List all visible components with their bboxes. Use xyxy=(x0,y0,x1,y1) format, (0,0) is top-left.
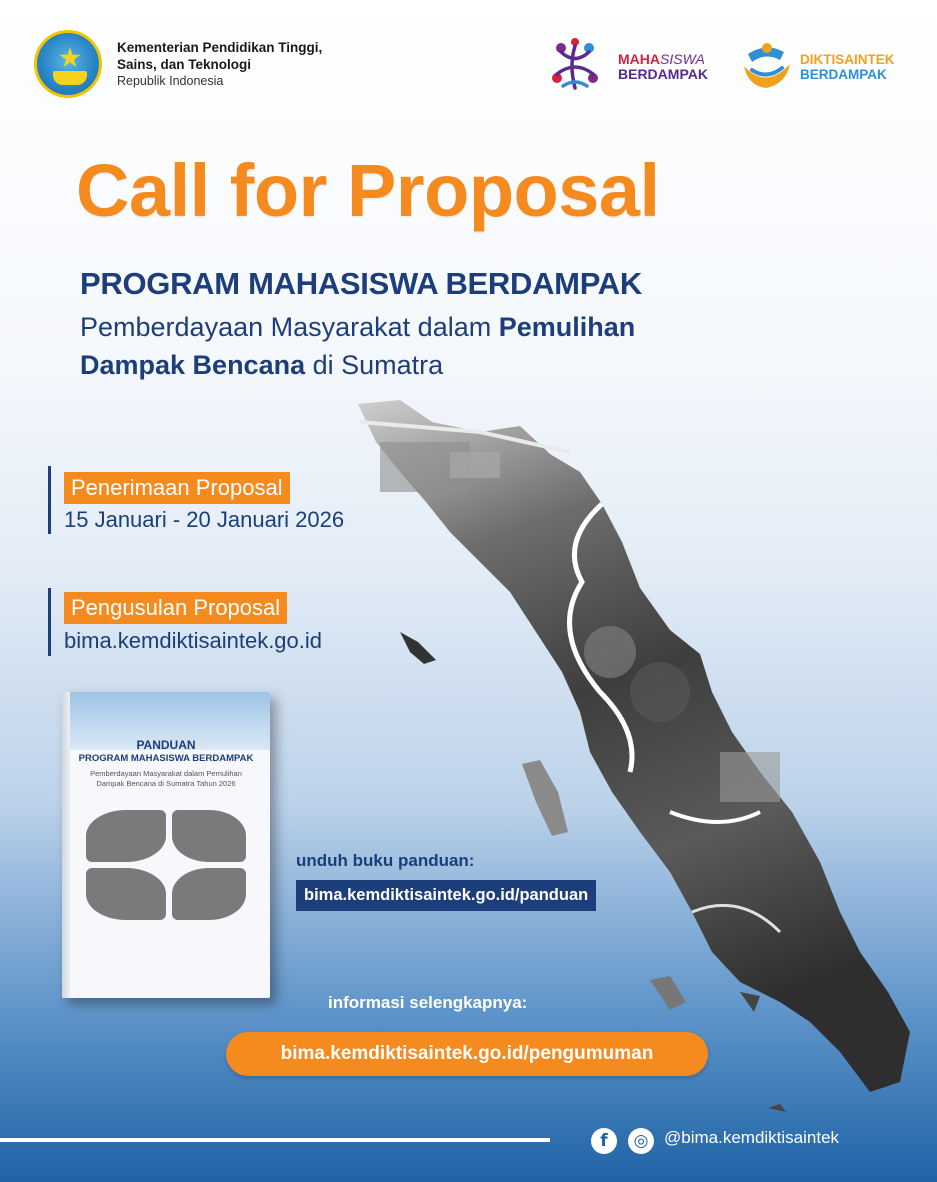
ministry-line2: Sains, dan Teknologi xyxy=(117,57,252,72)
book-desc-line1: Pemberdayaan Masyarakat dalam Pemulihan xyxy=(90,769,242,778)
logo3-word1: DIKTISAINTEK xyxy=(800,52,895,67)
subtitle-l1-normal: Pemberdayaan Masyarakat dalam xyxy=(80,312,499,342)
guidebook-cover-image xyxy=(62,692,270,998)
subtitle-l2-bold: Dampak Bencana xyxy=(80,350,306,380)
logo2-word2: BERDAMPAK xyxy=(618,66,708,82)
ministry-line1: Kementerian Pendidikan Tinggi, xyxy=(117,40,323,55)
logo3-word2: BERDAMPAK xyxy=(800,67,887,82)
submission-tag: Pengusulan Proposal xyxy=(64,592,287,624)
subtitle-line1 xyxy=(80,312,635,343)
logo2-word1-italic: SISWA xyxy=(660,51,705,67)
page-title: Call for Proposal xyxy=(76,149,660,232)
social-handle[interactable]: @bima.kemdiktisaintek xyxy=(664,1128,840,1147)
subtitle-l2-normal: di Sumatra xyxy=(305,350,444,380)
mahasiswa-berdampak-logo-icon xyxy=(547,38,603,92)
logo2-word1: MAHA xyxy=(618,51,660,67)
guidebook-download-link[interactable]: bima.kemdiktisaintek.go.id/panduan xyxy=(296,880,596,911)
more-info-label: informasi selengkapnya: xyxy=(328,993,528,1012)
ministry-logo xyxy=(34,30,102,98)
book-desc xyxy=(62,769,270,789)
accent-bar-2 xyxy=(48,588,51,656)
download-label: unduh buku panduan: xyxy=(296,851,475,870)
submission-link[interactable]: bima.kemdiktisaintek.go.id xyxy=(64,628,323,653)
book-desc-line2: Dampak Bencana di Sumatra Tahun 2026 xyxy=(96,779,236,788)
subtitle-l1-bold: Pemulihan xyxy=(498,312,636,342)
announcement-link-button[interactable]: bima.kemdiktisaintek.go.id/pengumuman xyxy=(226,1032,708,1076)
ministry-name xyxy=(117,39,322,90)
reception-tag: Penerimaan Proposal xyxy=(64,472,290,504)
diktisaintek-wordmark xyxy=(800,52,895,82)
diktisaintek-berdampak-logo-icon xyxy=(740,40,794,92)
facebook-icon[interactable]: f xyxy=(591,1128,617,1154)
instagram-icon[interactable]: ◎ xyxy=(628,1128,654,1154)
ministry-line3: Republik Indonesia xyxy=(117,74,224,88)
footer-divider xyxy=(0,1138,550,1142)
accent-bar-1 xyxy=(48,466,51,534)
subtitle-line2 xyxy=(80,350,443,381)
mahasiswa-berdampak-wordmark xyxy=(618,52,708,82)
program-name: PROGRAM MAHASISWA BERDAMPAK xyxy=(80,266,642,301)
book-title: PANDUAN xyxy=(136,738,196,752)
reception-dates: 15 Januari - 20 Januari 2026 xyxy=(64,507,345,532)
book-subtitle: PROGRAM MAHASISWA BERDAMPAK xyxy=(78,753,254,764)
